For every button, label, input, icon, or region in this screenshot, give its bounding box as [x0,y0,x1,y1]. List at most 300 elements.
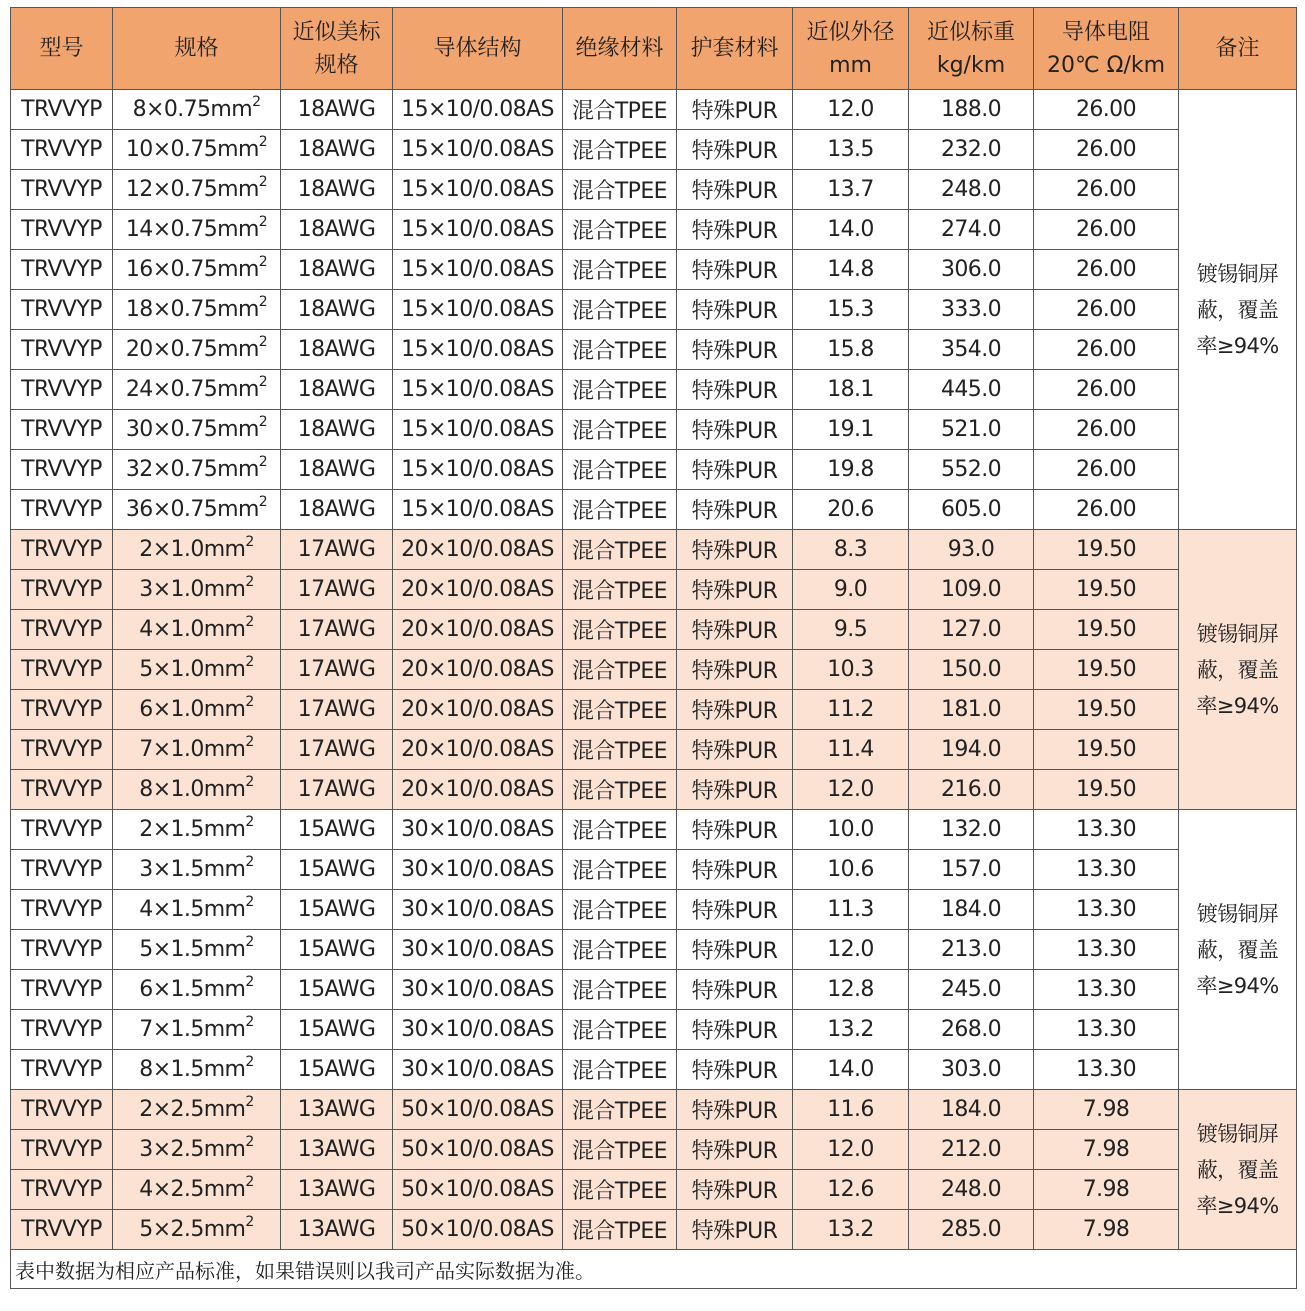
cell-resistance: 13.30 [1034,970,1179,1010]
cell-insulation: 混合TPEE [563,1170,677,1210]
cell-insulation: 混合TPEE [563,770,677,810]
spec-value: 3×1.0mm [139,577,246,602]
cell-awg: 13AWG [281,1130,393,1170]
cell-resistance: 19.50 [1034,770,1179,810]
header-label: 护套材料 [690,36,779,61]
spec-value: 3×2.5mm [139,1137,246,1162]
cell-weight: 216.0 [909,770,1034,810]
cell-spec [113,890,281,930]
cell-od: 13.5 [793,130,909,170]
cell-od: 15.8 [793,330,909,370]
cell-conductor: 30×10/0.08AS [393,850,563,890]
cell-weight: 306.0 [909,250,1034,290]
cell-sheath: 特殊PUR [677,530,793,570]
spec-value: 5×2.5mm [139,1217,246,1242]
cell-sheath: 特殊PUR [677,690,793,730]
cell-od: 10.6 [793,850,909,890]
col-note-header [1179,8,1297,90]
cell-resistance: 26.00 [1034,90,1179,130]
cell-conductor: 15×10/0.08AS [393,370,563,410]
table-row [11,450,1297,490]
cell-weight: 184.0 [909,890,1034,930]
cell-od: 20.6 [793,490,909,530]
cell-model: TRVVYP [11,1130,113,1170]
cell-model: TRVVYP [11,970,113,1010]
header-sublabel: 20℃ Ω/km [1046,52,1166,78]
cell-conductor: 30×10/0.08AS [393,890,563,930]
cell-awg: 18AWG [281,170,393,210]
cell-awg: 18AWG [281,490,393,530]
cell-model: TRVVYP [11,170,113,210]
cell-spec [113,930,281,970]
cell-spec [113,1130,281,1170]
spec-value: 8×1.5mm [139,1057,246,1082]
cell-model: TRVVYP [11,690,113,730]
cell-awg: 17AWG [281,770,393,810]
header-label: 导体电阻 [1061,19,1150,45]
cell-od: 14.0 [793,1050,909,1090]
cell-sheath: 特殊PUR [677,250,793,290]
spec-value: 20×0.75mm [125,337,259,362]
cell-model: TRVVYP [11,130,113,170]
cell-sheath: 特殊PUR [677,450,793,490]
cell-sheath: 特殊PUR [677,610,793,650]
cell-model: TRVVYP [11,610,113,650]
cell-spec [113,250,281,290]
cell-insulation: 混合TPEE [563,1050,677,1090]
cell-weight: 93.0 [909,530,1034,570]
cell-awg: 17AWG [281,690,393,730]
cell-spec [113,650,281,690]
cell-spec [113,90,281,130]
table-row [11,1170,1297,1210]
cell-resistance: 13.30 [1034,1050,1179,1090]
col-spec-header [113,8,281,90]
cell-od: 13.2 [793,1010,909,1050]
cell-resistance: 13.30 [1034,890,1179,930]
spec-value: 32×0.75mm [125,457,259,482]
cell-awg: 13AWG [281,1170,393,1210]
spec-superscript: 2 [258,133,268,150]
cell-od: 11.2 [793,690,909,730]
cell-model: TRVVYP [11,410,113,450]
cell-conductor: 30×10/0.08AS [393,930,563,970]
cell-insulation: 混合TPEE [563,330,677,370]
spec-table-wrapper [10,7,1296,1289]
cell-weight: 212.0 [909,1130,1034,1170]
cell-insulation: 混合TPEE [563,610,677,650]
spec-value: 8×1.0mm [139,777,246,802]
header-label: 备注 [1215,36,1260,61]
spec-superscript: 2 [245,1213,254,1230]
table-row [11,1210,1297,1250]
col-resistance-header [1034,8,1179,90]
cell-resistance: 19.50 [1034,650,1179,690]
spec-superscript: 2 [258,493,268,510]
cell-spec [113,170,281,210]
cell-weight: 188.0 [909,90,1034,130]
cell-awg: 15AWG [281,1050,393,1090]
cell-spec [113,410,281,450]
table-row [11,970,1297,1010]
cell-weight: 213.0 [909,930,1034,970]
header-label: 近似外径 [806,19,895,45]
cell-awg: 17AWG [281,730,393,770]
cell-spec [113,210,281,250]
table-row [11,170,1297,210]
cell-insulation: 混合TPEE [563,130,677,170]
cell-awg: 18AWG [281,290,393,330]
spec-value: 10×0.75mm [125,137,259,162]
cell-spec [113,1050,281,1090]
spec-superscript: 2 [245,1013,254,1030]
cell-sheath: 特殊PUR [677,210,793,250]
cell-resistance: 26.00 [1034,210,1179,250]
spec-superscript: 2 [245,613,254,630]
cell-spec [113,1090,281,1130]
cell-conductor: 30×10/0.08AS [393,1010,563,1050]
cell-weight: 132.0 [909,810,1034,850]
cell-awg: 18AWG [281,330,393,370]
cell-model: TRVVYP [11,370,113,410]
cell-model: TRVVYP [11,250,113,290]
cell-od: 18.1 [793,370,909,410]
cell-insulation: 混合TPEE [563,250,677,290]
cell-conductor: 15×10/0.08AS [393,290,563,330]
cell-model: TRVVYP [11,210,113,250]
cell-weight: 181.0 [909,690,1034,730]
cell-insulation: 混合TPEE [563,530,677,570]
table-row [11,490,1297,530]
footnote: 表中数据为相应产品标准，如果错误则以我司产品实际数据为准。 [11,1250,1297,1289]
cell-conductor: 20×10/0.08AS [393,530,563,570]
cell-weight: 274.0 [909,210,1034,250]
cell-od: 19.1 [793,410,909,450]
cell-resistance: 19.50 [1034,570,1179,610]
cell-spec [113,970,281,1010]
spec-value: 16×0.75mm [125,257,259,282]
cell-insulation: 混合TPEE [563,1010,677,1050]
table-row [11,1050,1297,1090]
cell-sheath: 特殊PUR [677,970,793,1010]
cell-sheath: 特殊PUR [677,370,793,410]
cell-awg: 15AWG [281,810,393,850]
cell-sheath: 特殊PUR [677,770,793,810]
cell-spec [113,530,281,570]
cell-awg: 18AWG [281,130,393,170]
cell-conductor: 20×10/0.08AS [393,770,563,810]
cell-insulation: 混合TPEE [563,690,677,730]
spec-value: 8×0.75mm [132,97,253,122]
col-od-header [793,8,909,90]
cell-spec [113,770,281,810]
cell-sheath: 特殊PUR [677,410,793,450]
cell-od: 12.0 [793,1130,909,1170]
spec-superscript: 2 [258,373,268,390]
cell-od: 9.0 [793,570,909,610]
cell-resistance: 26.00 [1034,490,1179,530]
cell-model: TRVVYP [11,290,113,330]
table-row [11,890,1297,930]
cell-awg: 17AWG [281,610,393,650]
cell-model: TRVVYP [11,930,113,970]
cell-conductor: 15×10/0.08AS [393,210,563,250]
cell-resistance: 19.50 [1034,610,1179,650]
cell-insulation: 混合TPEE [563,850,677,890]
spec-value: 2×1.5mm [139,817,246,842]
spec-value: 7×1.5mm [139,1017,246,1042]
cell-sheath: 特殊PUR [677,850,793,890]
spec-superscript: 2 [245,653,254,670]
cell-model: TRVVYP [11,1090,113,1130]
cell-spec [113,130,281,170]
cell-conductor: 20×10/0.08AS [393,650,563,690]
cell-resistance: 7.98 [1034,1130,1179,1170]
cell-spec [113,370,281,410]
table-row [11,1090,1297,1130]
table-row [11,610,1297,650]
cell-weight: 303.0 [909,1050,1034,1090]
cell-od: 8.3 [793,530,909,570]
spec-superscript: 2 [245,973,254,990]
cell-model: TRVVYP [11,890,113,930]
cable-spec-table [10,7,1297,1289]
table-row [11,690,1297,730]
cell-sheath: 特殊PUR [677,1130,793,1170]
spec-superscript: 2 [245,853,254,870]
cell-od: 15.3 [793,290,909,330]
cell-sheath: 特殊PUR [677,1050,793,1090]
cell-insulation: 混合TPEE [563,730,677,770]
cell-weight: 150.0 [909,650,1034,690]
spec-value: 4×1.5mm [139,897,246,922]
cell-insulation: 混合TPEE [563,570,677,610]
cell-sheath: 特殊PUR [677,570,793,610]
col-conductor-header [393,8,563,90]
cell-spec [113,450,281,490]
cell-awg: 15AWG [281,930,393,970]
cell-insulation: 混合TPEE [563,1130,677,1170]
cell-note: 镀锡铜屏蔽，覆盖率≥94% [1179,1090,1297,1250]
cell-conductor: 50×10/0.08AS [393,1130,563,1170]
cell-conductor: 20×10/0.08AS [393,610,563,650]
spec-superscript: 2 [258,413,268,430]
spec-superscript: 2 [245,1093,254,1110]
table-row [11,530,1297,570]
table-row [11,1130,1297,1170]
cell-resistance: 26.00 [1034,370,1179,410]
cell-spec [113,330,281,370]
cell-resistance: 13.30 [1034,810,1179,850]
cell-insulation: 混合TPEE [563,970,677,1010]
cell-od: 11.6 [793,1090,909,1130]
table-body [11,90,1297,1250]
cell-awg: 18AWG [281,250,393,290]
cell-od: 12.0 [793,770,909,810]
spec-superscript: 2 [258,173,268,190]
cell-insulation: 混合TPEE [563,650,677,690]
cell-resistance: 7.98 [1034,1210,1179,1250]
table-header-row [11,8,1297,90]
cell-weight: 285.0 [909,1210,1034,1250]
col-awg-header [281,8,393,90]
cell-weight: 245.0 [909,970,1034,1010]
table-row [11,730,1297,770]
spec-superscript: 2 [245,933,254,950]
cell-note: 镀锡铜屏蔽，覆盖率≥94% [1179,530,1297,810]
cell-awg: 17AWG [281,530,393,570]
cell-insulation: 混合TPEE [563,410,677,450]
table-row [11,210,1297,250]
cell-model: TRVVYP [11,90,113,130]
cell-od: 12.0 [793,90,909,130]
table-row [11,410,1297,450]
cell-model: TRVVYP [11,570,113,610]
cell-insulation: 混合TPEE [563,890,677,930]
cell-resistance: 19.50 [1034,530,1179,570]
spec-value: 6×1.0mm [139,697,246,722]
cell-awg: 18AWG [281,370,393,410]
cell-sheath: 特殊PUR [677,730,793,770]
spec-superscript: 2 [245,573,254,590]
cell-awg: 18AWG [281,450,393,490]
cell-weight: 194.0 [909,730,1034,770]
spec-value: 18×0.75mm [125,297,259,322]
cell-model: TRVVYP [11,1010,113,1050]
cell-resistance: 26.00 [1034,130,1179,170]
table-row [11,1010,1297,1050]
cell-conductor: 15×10/0.08AS [393,90,563,130]
cell-awg: 15AWG [281,850,393,890]
cell-model: TRVVYP [11,530,113,570]
header-label: 绝缘材料 [575,36,664,61]
cell-od: 13.7 [793,170,909,210]
cell-conductor: 15×10/0.08AS [393,450,563,490]
cell-conductor: 30×10/0.08AS [393,970,563,1010]
spec-superscript: 2 [245,773,254,790]
spec-superscript: 2 [258,213,268,230]
cell-insulation: 混合TPEE [563,490,677,530]
cell-weight: 109.0 [909,570,1034,610]
cell-sheath: 特殊PUR [677,490,793,530]
cell-awg: 17AWG [281,650,393,690]
spec-superscript: 2 [245,1133,254,1150]
cell-od: 14.8 [793,250,909,290]
table-row [11,570,1297,610]
cell-od: 13.2 [793,1210,909,1250]
cell-sheath: 特殊PUR [677,930,793,970]
spec-superscript: 2 [258,293,268,310]
cell-weight: 605.0 [909,490,1034,530]
table-row [11,810,1297,850]
cell-model: TRVVYP [11,810,113,850]
cell-conductor: 15×10/0.08AS [393,490,563,530]
cell-model: TRVVYP [11,1170,113,1210]
cell-od: 19.8 [793,450,909,490]
cell-insulation: 混合TPEE [563,210,677,250]
cell-model: TRVVYP [11,850,113,890]
cell-resistance: 26.00 [1034,410,1179,450]
cell-resistance: 7.98 [1034,1170,1179,1210]
cell-resistance: 26.00 [1034,250,1179,290]
spec-value: 14×0.75mm [125,217,259,242]
spec-value: 7×1.0mm [139,737,246,762]
cell-od: 11.3 [793,890,909,930]
header-sublabel: mm [829,52,872,78]
cell-awg: 17AWG [281,570,393,610]
spec-superscript: 2 [245,1173,254,1190]
spec-superscript: 2 [245,693,254,710]
spec-superscript: 2 [245,813,254,830]
cell-sheath: 特殊PUR [677,1090,793,1130]
cell-awg: 15AWG [281,970,393,1010]
spec-value: 2×1.0mm [139,537,246,562]
spec-value: 2×2.5mm [139,1097,246,1122]
cell-spec [113,570,281,610]
cell-sheath: 特殊PUR [677,90,793,130]
cell-resistance: 13.30 [1034,1010,1179,1050]
cell-conductor: 30×10/0.08AS [393,810,563,850]
spec-value: 24×0.75mm [125,377,259,402]
cell-sheath: 特殊PUR [677,810,793,850]
cell-spec [113,1170,281,1210]
cell-awg: 18AWG [281,90,393,130]
cell-conductor: 15×10/0.08AS [393,330,563,370]
cell-od: 10.0 [793,810,909,850]
cell-weight: 445.0 [909,370,1034,410]
spec-superscript: 2 [245,733,254,750]
spec-value: 5×1.5mm [139,937,246,962]
table-row [11,130,1297,170]
header-label: 规格 [174,36,219,61]
cell-conductor: 15×10/0.08AS [393,130,563,170]
cell-weight: 184.0 [909,1090,1034,1130]
cell-sheath: 特殊PUR [677,130,793,170]
col-insulation-header [563,8,677,90]
cell-sheath: 特殊PUR [677,1170,793,1210]
cell-sheath: 特殊PUR [677,890,793,930]
spec-superscript: 2 [252,93,261,110]
cell-awg: 18AWG [281,410,393,450]
spec-value: 30×0.75mm [125,417,259,442]
table-row [11,650,1297,690]
spec-superscript: 2 [258,453,268,470]
cell-model: TRVVYP [11,770,113,810]
cell-spec [113,850,281,890]
cell-model: TRVVYP [11,450,113,490]
cell-insulation: 混合TPEE [563,290,677,330]
table-row [11,90,1297,130]
cell-conductor: 15×10/0.08AS [393,250,563,290]
cell-model: TRVVYP [11,330,113,370]
cell-conductor: 50×10/0.08AS [393,1170,563,1210]
cell-od: 10.3 [793,650,909,690]
cell-od: 9.5 [793,610,909,650]
cell-insulation: 混合TPEE [563,370,677,410]
header-label: 型号 [39,36,84,61]
cell-spec [113,690,281,730]
cell-resistance: 19.50 [1034,690,1179,730]
cell-awg: 15AWG [281,890,393,930]
cell-weight: 268.0 [909,1010,1034,1050]
cell-insulation: 混合TPEE [563,930,677,970]
cell-od: 11.4 [793,730,909,770]
cell-awg: 13AWG [281,1090,393,1130]
cell-weight: 248.0 [909,170,1034,210]
table-row [11,290,1297,330]
spec-value: 36×0.75mm [125,497,259,522]
spec-value: 4×2.5mm [139,1177,246,1202]
